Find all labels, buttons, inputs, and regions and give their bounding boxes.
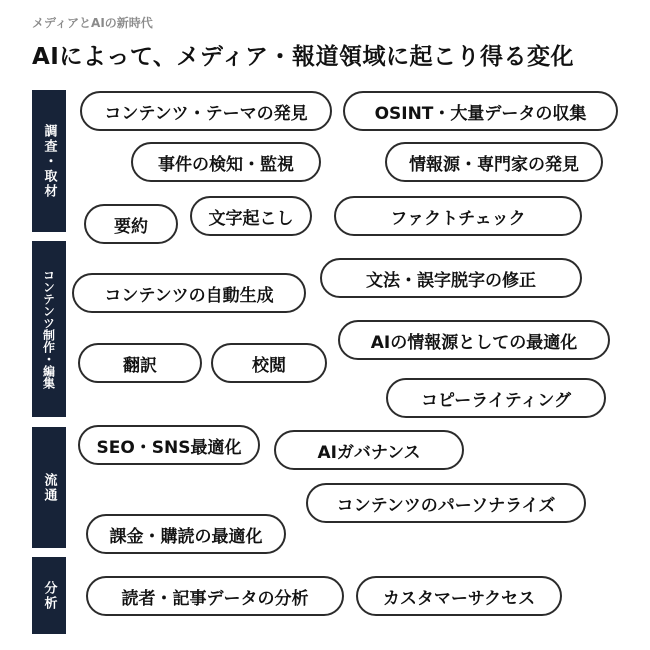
section-label-distribution: 流通 <box>41 472 57 503</box>
pill-reader-data-analysis: 読者・記事データの分析 <box>86 576 344 616</box>
pill-seo-sns-optimization: SEO・SNS最適化 <box>78 425 260 465</box>
pill-osint-data-collection: OSINT・大量データの収集 <box>343 91 618 131</box>
pill-grammar-correction: 文法・誤字脱字の修正 <box>320 258 582 298</box>
section-label-research: 調査・取材 <box>41 123 57 199</box>
pill-customer-success: カスタマーサクセス <box>356 576 562 616</box>
section-bar-analysis <box>32 557 66 634</box>
pill-summarization: 要約 <box>84 204 178 244</box>
pill-copywriting: コピーライティング <box>386 378 606 418</box>
section-label-production: コンテンツ制作・編集 <box>41 269 56 389</box>
page-title: AIによって、メディア・報道領域に起こり得る変化 <box>32 44 575 70</box>
section-bar-production <box>32 241 66 417</box>
pill-fact-check: ファクトチェック <box>334 196 582 236</box>
pill-transcription: 文字起こし <box>190 196 312 236</box>
pill-ai-governance: AIガバナンス <box>274 430 464 470</box>
pill-translation: 翻訳 <box>78 343 202 383</box>
pill-incident-detection: 事件の検知・監視 <box>131 142 321 182</box>
pill-subscription-optimization: 課金・購読の最適化 <box>86 514 286 554</box>
section-bar-research <box>32 90 66 232</box>
pill-personalization: コンテンツのパーソナライズ <box>306 483 586 523</box>
pill-source-expert-discovery: 情報源・専門家の発見 <box>385 142 603 182</box>
section-bar-distribution <box>32 427 66 548</box>
section-label-analysis: 分析 <box>41 580 57 611</box>
pill-proofreading: 校閲 <box>211 343 327 383</box>
pill-auto-generation: コンテンツの自動生成 <box>72 273 306 313</box>
eyebrow-label: メディアとAIの新時代 <box>32 16 153 30</box>
pill-content-theme-discovery: コンテンツ・テーマの発見 <box>80 91 332 131</box>
pill-ai-source-optimization: AIの情報源としての最適化 <box>338 320 610 360</box>
